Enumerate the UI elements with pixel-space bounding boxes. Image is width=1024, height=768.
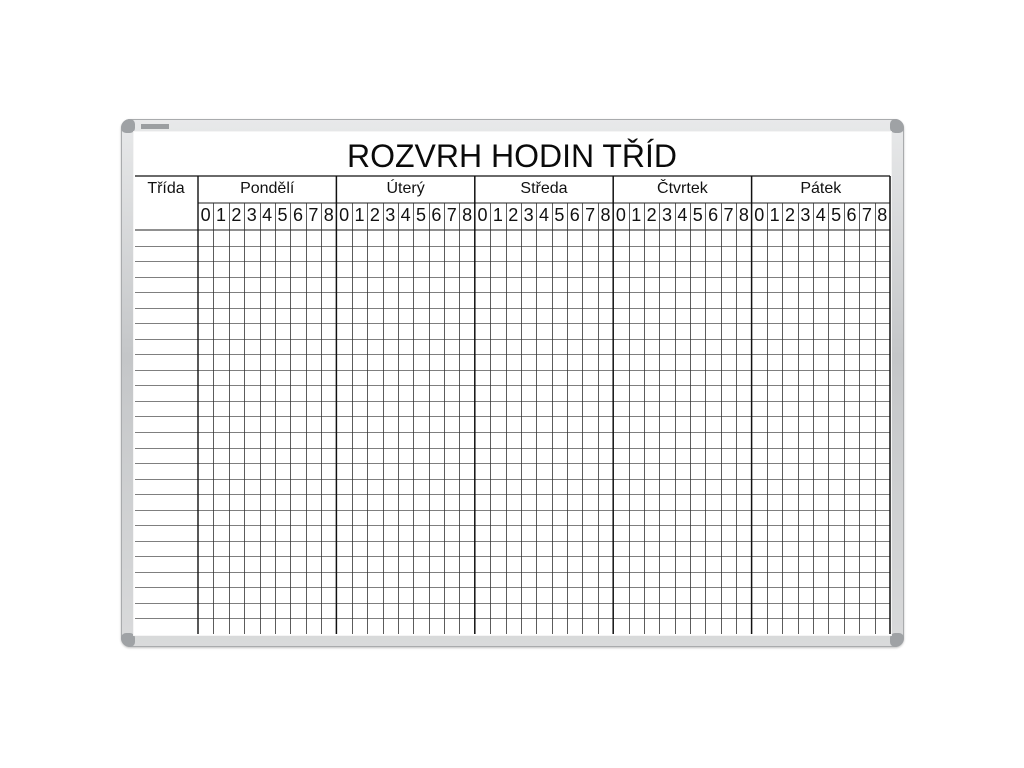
period-number-label: 6	[569, 205, 580, 225]
period-number-label: 3	[385, 205, 396, 225]
period-number-label: 4	[262, 205, 273, 225]
period-number-label: 8	[877, 205, 888, 225]
period-number-label: 2	[508, 205, 519, 225]
period-number-label: 4	[815, 205, 826, 225]
period-number-label: 2	[646, 205, 657, 225]
period-number-label: 6	[708, 205, 719, 225]
period-number-label: 2	[369, 205, 380, 225]
period-number-label: 3	[246, 205, 257, 225]
period-number-label: 5	[415, 205, 426, 225]
period-number-label: 7	[723, 205, 734, 225]
period-number-label: 4	[677, 205, 688, 225]
period-number-label: 1	[354, 205, 365, 225]
period-number-label: 0	[754, 205, 765, 225]
period-number-label: 5	[554, 205, 565, 225]
period-number-label: 6	[292, 205, 303, 225]
period-number-label: 6	[846, 205, 857, 225]
period-number-label: 0	[200, 205, 211, 225]
class-column-header: Třída	[147, 180, 185, 197]
period-number-label: 7	[861, 205, 872, 225]
period-number-label: 4	[538, 205, 549, 225]
day-header: Čtvrtek	[657, 180, 708, 197]
period-number-label: 7	[585, 205, 596, 225]
period-number-label: 1	[631, 205, 642, 225]
period-number-label: 2	[231, 205, 242, 225]
day-header: Středa	[520, 180, 568, 197]
period-number-label: 3	[523, 205, 534, 225]
period-number-label: 5	[277, 205, 288, 225]
period-number-label: 0	[477, 205, 488, 225]
period-number-label: 4	[400, 205, 411, 225]
day-header: Pondělí	[240, 180, 295, 197]
board-title: ROZVRH HODIN TŘÍD	[346, 138, 678, 174]
period-number-label: 0	[615, 205, 626, 225]
period-number-label: 1	[216, 205, 227, 225]
day-header: Úterý	[386, 180, 425, 197]
period-number-label: 8	[600, 205, 611, 225]
period-number-label: 1	[769, 205, 780, 225]
period-number-label: 8	[323, 205, 334, 225]
period-number-label: 2	[785, 205, 796, 225]
period-number-label: 3	[662, 205, 673, 225]
day-header: Pátek	[800, 180, 842, 197]
period-number-label: 5	[692, 205, 703, 225]
period-number-label: 7	[308, 205, 319, 225]
period-number-label: 8	[462, 205, 473, 225]
period-number-label: 8	[738, 205, 749, 225]
period-number-label: 1	[492, 205, 503, 225]
period-number-label: 5	[831, 205, 842, 225]
period-number-label: 6	[431, 205, 442, 225]
period-number-label: 0	[339, 205, 350, 225]
period-number-label: 3	[800, 205, 811, 225]
period-number-label: 7	[446, 205, 457, 225]
